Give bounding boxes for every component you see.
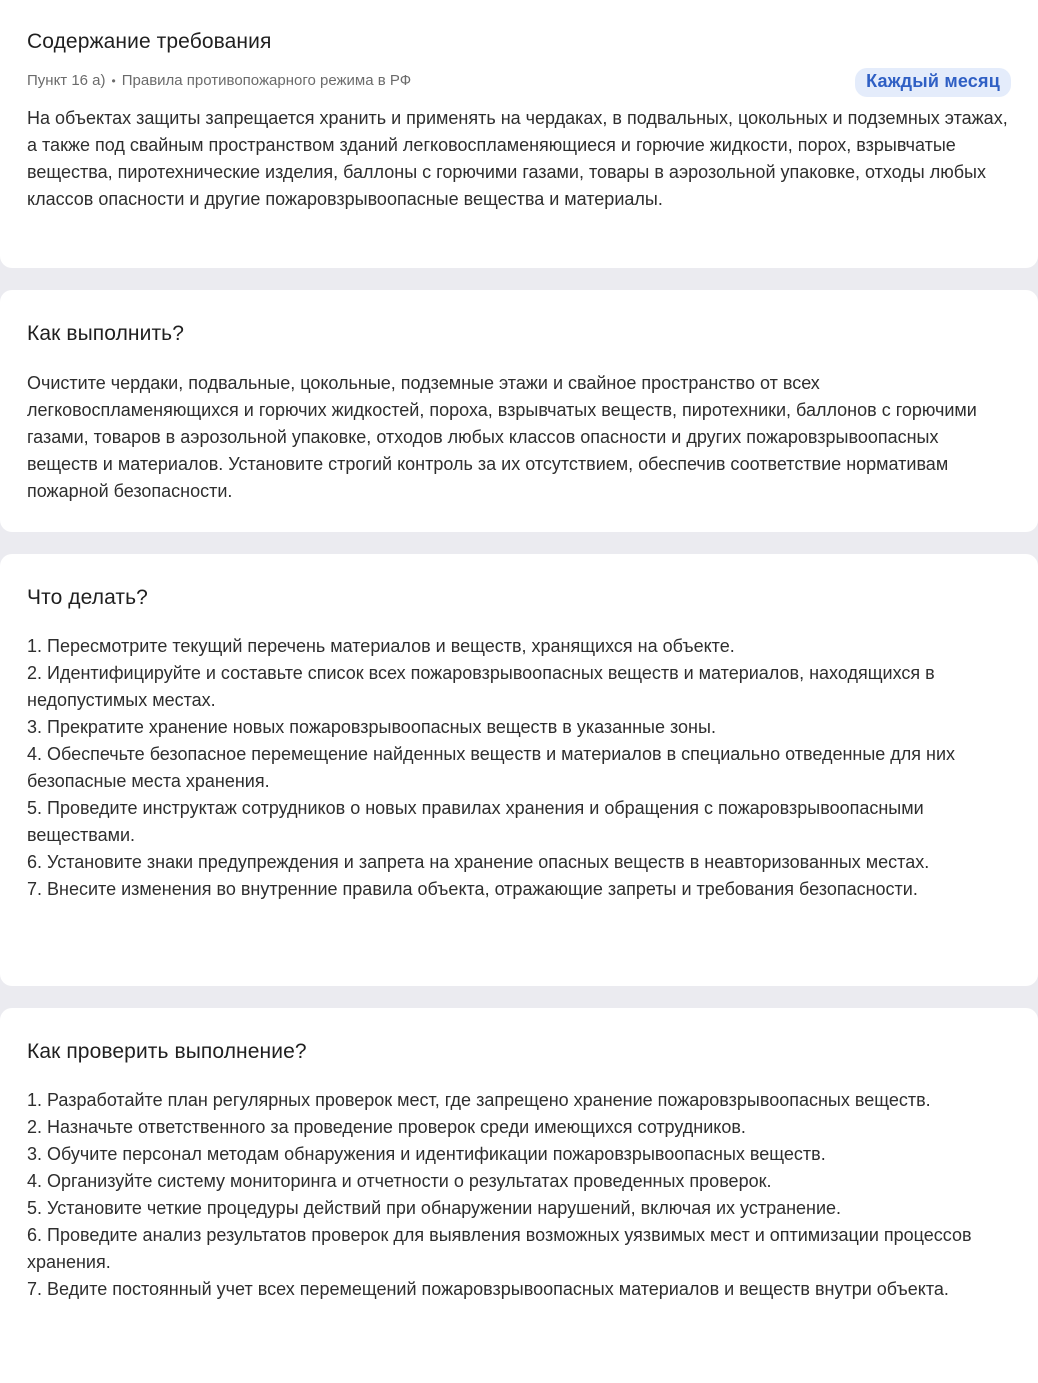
- frequency-badge: Каждый месяц: [855, 68, 1011, 97]
- verification-card: [0, 1008, 1038, 1383]
- how-to-text: Очистите чердаки, подвальные, цокольные, подземные этажи и свайное пространство от всех легковоспламеняющихся и горючих жидкостей, пороха, взрывчатых веществ, пиротехники, баллонов с горючими газами, товаров в аэрозольной упаковке, отходов любых классов опасности и других пожаровзрывоопасных веществ и материалов. Установите строгий контроль за их отсутствием, обеспечив соответствие нормативам пожарной безопасности.: [27, 373, 977, 501]
- verification-steps: [27, 1087, 1011, 1303]
- list-item: 6. Установите знаки предупреждения и запрета на хранение опасных веществ в неавторизованных местах.: [27, 852, 930, 872]
- list-item: 4. Организуйте систему мониторинга и отчетности о результатах проведенных проверок.: [27, 1171, 772, 1191]
- requirement-text: На объектах защиты запрещается хранить и применять на чердаках, в подвальных, цокольных и подземных этажах, а также под свайным пространством зданий легковоспламеняющиеся и горючие жидкости, порох, взрывчатые вещества, пиротехнические изделия, баллоны с горючими газами, товары в аэрозольной упаковке, отходы любых классов опасности и другие пожаровзрывоопасные вещества и материалы.: [27, 108, 1008, 209]
- list-item: 6. Проведите анализ результатов проверок для выявления возможных уязвимых мест и оптимизации процессов хранения.: [27, 1225, 972, 1272]
- source-item: Пункт 16 а): [27, 72, 106, 89]
- requirement-card: [0, 0, 1038, 268]
- source-separator: •: [111, 73, 116, 88]
- list-item: 1. Пересмотрите текущий перечень материалов и веществ, хранящихся на объекте.: [27, 636, 735, 656]
- list-item: 2. Назначьте ответственного за проведение проверок среди имеющихся сотрудников.: [27, 1117, 746, 1137]
- how-to-title: Как выполнить?: [27, 322, 184, 345]
- list-item: 3. Прекратите хранение новых пожаровзрывоопасных веществ в указанные зоны.: [27, 717, 716, 737]
- source-document: Правила противопожарного режима в РФ: [121, 72, 412, 89]
- list-item: 5. Проведите инструктаж сотрудников о новых правилах хранения и обращения с пожаровзрывоопасными веществами.: [27, 798, 924, 845]
- how-to-card: [0, 290, 1038, 532]
- list-item: 5. Установите четкие процедуры действий при обнаружении нарушений, включая их устранение.: [27, 1198, 842, 1218]
- list-item: 7. Ведите постоянный учет всех перемещений пожаровзрывоопасных материалов и веществ внутри объекта.: [27, 1279, 949, 1299]
- verification-title: Как проверить выполнение?: [27, 1040, 307, 1063]
- list-item: 2. Идентифицируйте и составьте список всех пожаровзрывоопасных веществ и материалов, находящихся в недопустимых местах.: [27, 663, 935, 710]
- list-item: 7. Внесите изменения во внутренние правила объекта, отражающие запреты и требования безопасности.: [27, 879, 918, 899]
- requirement-title: Содержание требования: [27, 30, 272, 53]
- list-item: 3. Обучите персонал методам обнаружения и идентификации пожаровзрывоопасных веществ.: [27, 1144, 826, 1164]
- what-to-do-card: [0, 554, 1038, 986]
- what-to-do-title: Что делать?: [27, 586, 148, 609]
- list-item: 1. Разработайте план регулярных проверок мест, где запрещено хранение пожаровзрывоопасных веществ.: [27, 1090, 931, 1110]
- list-item: 4. Обеспечьте безопасное перемещение найденных веществ и материалов в специально отведенные для них безопасные места хранения.: [27, 744, 956, 791]
- what-to-do-steps: [27, 633, 1011, 903]
- requirement-source: [27, 72, 411, 89]
